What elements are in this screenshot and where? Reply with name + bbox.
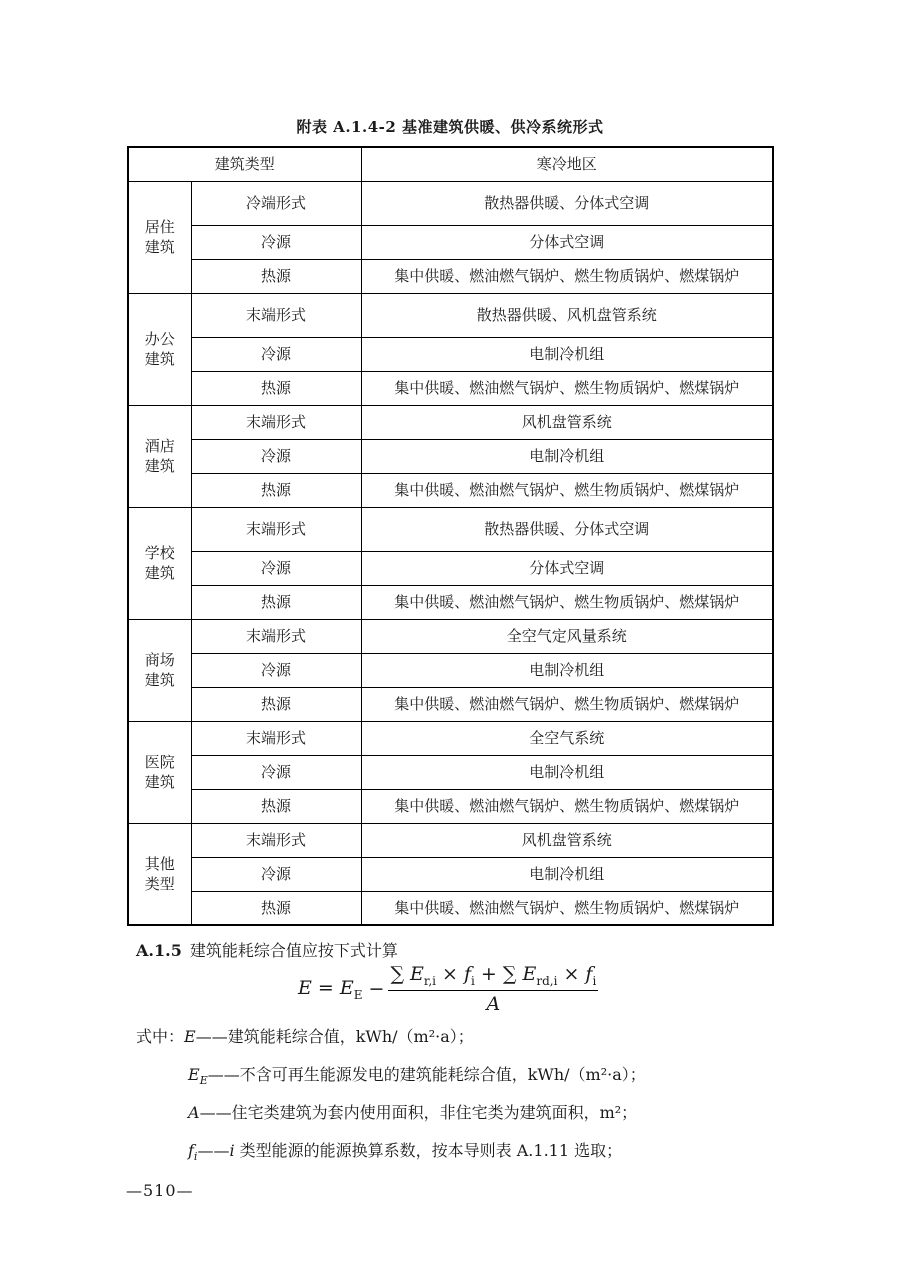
energy-formula <box>298 963 598 1015</box>
table-row <box>128 653 773 687</box>
system-label-cell: 末端形式 <box>191 507 361 551</box>
table-row <box>128 755 773 789</box>
building-type-cell: 酒店 建筑 <box>128 405 191 507</box>
table-row <box>128 585 773 619</box>
table-row <box>128 371 773 405</box>
building-type-cell: 医院 建筑 <box>128 721 191 823</box>
system-value-cell: 电制冷机组 <box>361 653 773 687</box>
system-label-cell: 热源 <box>191 789 361 823</box>
table-row <box>128 857 773 891</box>
system-value-cell: 电制冷机组 <box>361 439 773 473</box>
section-heading <box>136 938 398 961</box>
building-type-cell: 居住 建筑 <box>128 181 191 293</box>
system-value-cell: 散热器供暖、风机盘管系统 <box>361 293 773 337</box>
system-value-cell: 集中供暖、燃油燃气锅炉、燃生物质锅炉、燃煤锅炉 <box>361 371 773 405</box>
system-label-cell: 末端形式 <box>191 619 361 653</box>
system-value-cell: 电制冷机组 <box>361 857 773 891</box>
definition-ee: $E_E——$不含可再生能源发电的建筑能耗综合值，kWh/（m²·a）； <box>188 1065 646 1088</box>
table-row <box>128 405 773 439</box>
system-label-cell: 末端形式 <box>191 405 361 439</box>
header-building-type: 建筑类型 <box>128 147 361 181</box>
system-label-cell: 冷源 <box>191 755 361 789</box>
table-row <box>128 507 773 551</box>
system-value-cell: 集中供暖、燃油燃气锅炉、燃生物质锅炉、燃煤锅炉 <box>361 259 773 293</box>
table-row <box>128 619 773 653</box>
heating-cooling-table <box>127 146 774 926</box>
formula-denominator: A <box>486 992 501 1015</box>
table-caption: 附表 A.1.4-2 基准建筑供暖、供冷系统形式 <box>296 118 604 136</box>
system-value-cell: 风机盘管系统 <box>361 405 773 439</box>
system-value-cell: 风机盘管系统 <box>361 823 773 857</box>
definition-a: A——住宅类建筑为套内使用面积，非住宅类为建筑面积，m²； <box>188 1103 638 1122</box>
system-label-cell: 热源 <box>191 473 361 507</box>
system-label-cell: 热源 <box>191 891 361 925</box>
system-value-cell: 散热器供暖、分体式空调 <box>361 181 773 225</box>
section-number: A.1.5 <box>136 941 182 960</box>
section-title: 建筑能耗综合值应按下式计算 <box>189 941 398 960</box>
system-value-cell: 全空气系统 <box>361 721 773 755</box>
system-label-cell: 冷源 <box>191 653 361 687</box>
system-label-cell: 末端形式 <box>191 293 361 337</box>
table-row <box>128 439 773 473</box>
system-label-cell: 末端形式 <box>191 823 361 857</box>
formula-fraction <box>388 963 598 1015</box>
building-type-cell: 学校 建筑 <box>128 507 191 619</box>
system-value-cell: 集中供暖、燃油燃气锅炉、燃生物质锅炉、燃煤锅炉 <box>361 891 773 925</box>
system-value-cell: 散热器供暖、分体式空调 <box>361 507 773 551</box>
table-row <box>128 891 773 925</box>
system-label-cell: 热源 <box>191 585 361 619</box>
building-type-cell: 商场 建筑 <box>128 619 191 721</box>
system-label-cell: 冷源 <box>191 337 361 371</box>
system-value-cell: 分体式空调 <box>361 225 773 259</box>
system-value-cell: 电制冷机组 <box>361 755 773 789</box>
system-label-cell: 冷源 <box>191 439 361 473</box>
table-row <box>128 259 773 293</box>
table-row <box>128 687 773 721</box>
formula-numerator: ∑ $E_{r,i} \times f_i$ + ∑ $E_{rd,i} \times f_i$ <box>388 963 598 991</box>
system-label-cell: 冷源 <box>191 551 361 585</box>
building-type-cell: 其他 类型 <box>128 823 191 925</box>
system-value-cell: 集中供暖、燃油燃气锅炉、燃生物质锅炉、燃煤锅炉 <box>361 789 773 823</box>
definition-fi: $f_i——i$ 类型能源的能源换算系数，按本导则表 A.1.11 选取； <box>188 1141 623 1164</box>
system-value-cell: 集中供暖、燃油燃气锅炉、燃生物质锅炉、燃煤锅炉 <box>361 687 773 721</box>
page-number: —510— <box>126 1181 194 1200</box>
table-row <box>128 721 773 755</box>
system-value-cell: 分体式空调 <box>361 551 773 585</box>
table-row <box>128 337 773 371</box>
system-value-cell: 集中供暖、燃油燃气锅炉、燃生物质锅炉、燃煤锅炉 <box>361 585 773 619</box>
formula-lhs: $E = E_E$ <box>298 976 363 1002</box>
system-label-cell: 热源 <box>191 259 361 293</box>
table-row <box>128 181 773 225</box>
system-value-cell: 电制冷机组 <box>361 337 773 371</box>
table-row <box>128 551 773 585</box>
system-label-cell: 冷端形式 <box>191 181 361 225</box>
table-row <box>128 293 773 337</box>
header-cold-region: 寒冷地区 <box>361 147 773 181</box>
system-label-cell: 热源 <box>191 371 361 405</box>
table-row <box>128 225 773 259</box>
system-value-cell: 集中供暖、燃油燃气锅炉、燃生物质锅炉、燃煤锅炉 <box>361 473 773 507</box>
building-type-cell: 办公 建筑 <box>128 293 191 405</box>
system-label-cell: 冷源 <box>191 225 361 259</box>
table-header-row <box>128 147 773 181</box>
system-label-cell: 末端形式 <box>191 721 361 755</box>
system-label-cell: 冷源 <box>191 857 361 891</box>
table-row <box>128 473 773 507</box>
system-label-cell: 热源 <box>191 687 361 721</box>
table-row <box>128 789 773 823</box>
formula-minus: − <box>368 978 385 1000</box>
system-value-cell: 全空气定风量系统 <box>361 619 773 653</box>
definition-intro: 式中：E——建筑能耗综合值，kWh/（m²·a）； <box>136 1027 474 1046</box>
table-row <box>128 823 773 857</box>
